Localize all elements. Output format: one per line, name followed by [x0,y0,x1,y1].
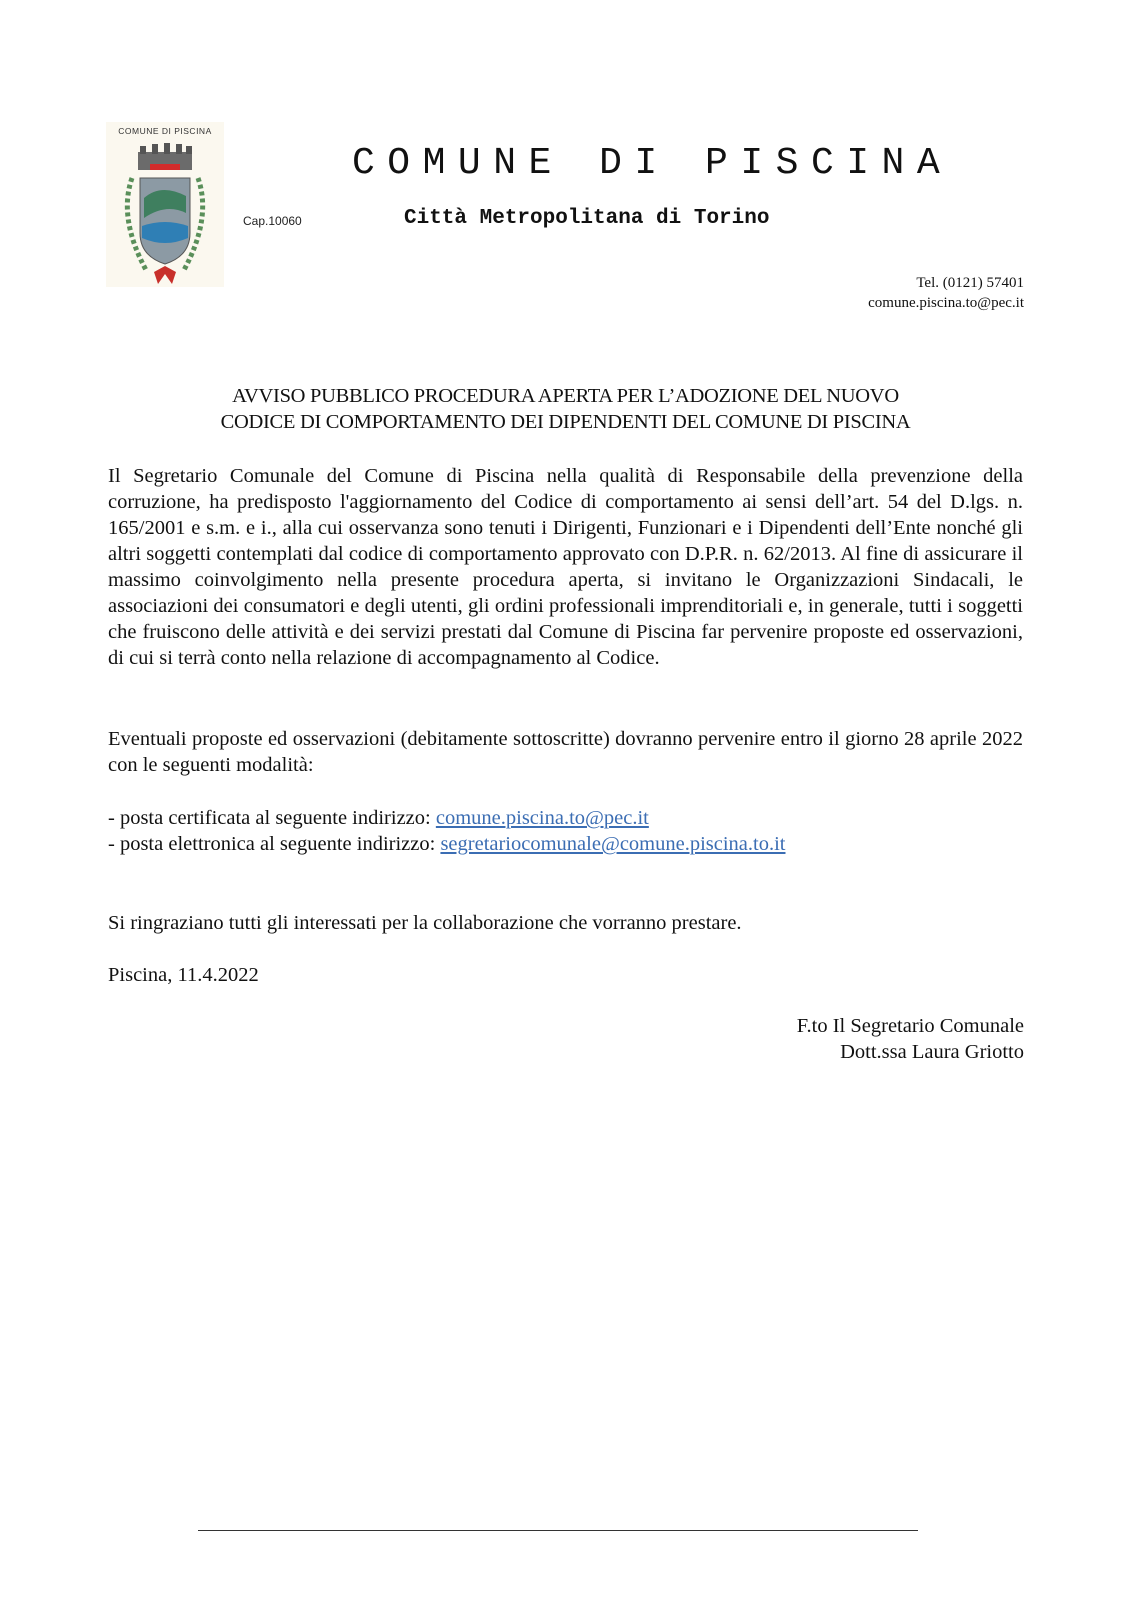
municipality-title: COMUNE DI PISCINA [352,142,953,185]
crest-label: COMUNE DI PISCINA [118,126,212,136]
contact-info [868,273,1024,313]
channel-item [108,831,1023,857]
notice-heading [100,383,1031,435]
channel-label: - posta certificata al seguente indirizzo: [108,807,436,829]
submission-channels [108,805,1023,857]
signature-name: Dott.ssa Laura Griotto [840,1041,1024,1063]
intro-paragraph: Il Segretario Comunale del Comune di Piscina nella qualità di Responsabile della prevenzione della corruzione, ha predisposto l'aggiornamento del Codice di comportamento ai sensi dell’art. 54 del D.lgs. n. 165/2001 e s.m. e i., alla cui osservanza sono tenuti i Dirigenti, Funzionari e i Dipendenti dell’Ente nonché gli altri soggetti contemplati dal codice di comportamento approvato con D.P.R. n. 62/2013. Al fine di assicurare il massimo coinvolgimento nella presente procedura aperta, si invitano le Organizzazioni Sindacali, le associazioni dei consumatori e degli utenti, gli ordini professionali imprenditoriali e, in generale, tutti i soggetti che fruiscono delle attività e dei servizi prestati dal Comune di Piscina far pervenire proposte ed osservazioni, di cui si terrà conto nella relazione di accompagnamento al Codice. [108,465,1023,669]
phone-number: Tel. (0121) 57401 [916,275,1024,291]
heading-line-1: AVVISO PUBBLICO PROCEDURA APERTA PER L’ADOZIONE DEL NUOVO [232,385,899,407]
secretary-email-link[interactable]: segretariocomunale@comune.piscina.to.it [440,833,786,855]
deadline-paragraph: Eventuali proposte ed osservazioni (debitamente sottoscritte) dovranno pervenire entro il giorno 28 aprile 2022 con le seguenti modalità: [108,728,1023,776]
heading-line-2: CODICE DI COMPORTAMENTO DEI DIPENDENTI DEL COMUNE DI PISCINA [220,411,911,433]
pec-email-link[interactable]: comune.piscina.to@pec.it [435,807,649,829]
coat-of-arms-icon [106,138,224,287]
signature-block [797,1013,1024,1065]
place-date: Piscina, 11.4.2022 [108,964,259,986]
postal-code: Cap.10060 [243,214,302,228]
footer-divider [198,1530,918,1531]
channel-item [108,805,1023,831]
municipal-crest [106,122,224,287]
metropolitan-city-subtitle: Città Metropolitana di Torino [404,207,770,230]
thanks-paragraph: Si ringraziano tutti gli interessati per la collaborazione che vorranno prestare. [108,912,742,934]
pec-email: comune.piscina.to@pec.it [868,295,1024,311]
channel-label: - posta elettronica al seguente indirizzo: [108,833,441,855]
signature-role: F.to Il Segretario Comunale [796,1015,1024,1037]
